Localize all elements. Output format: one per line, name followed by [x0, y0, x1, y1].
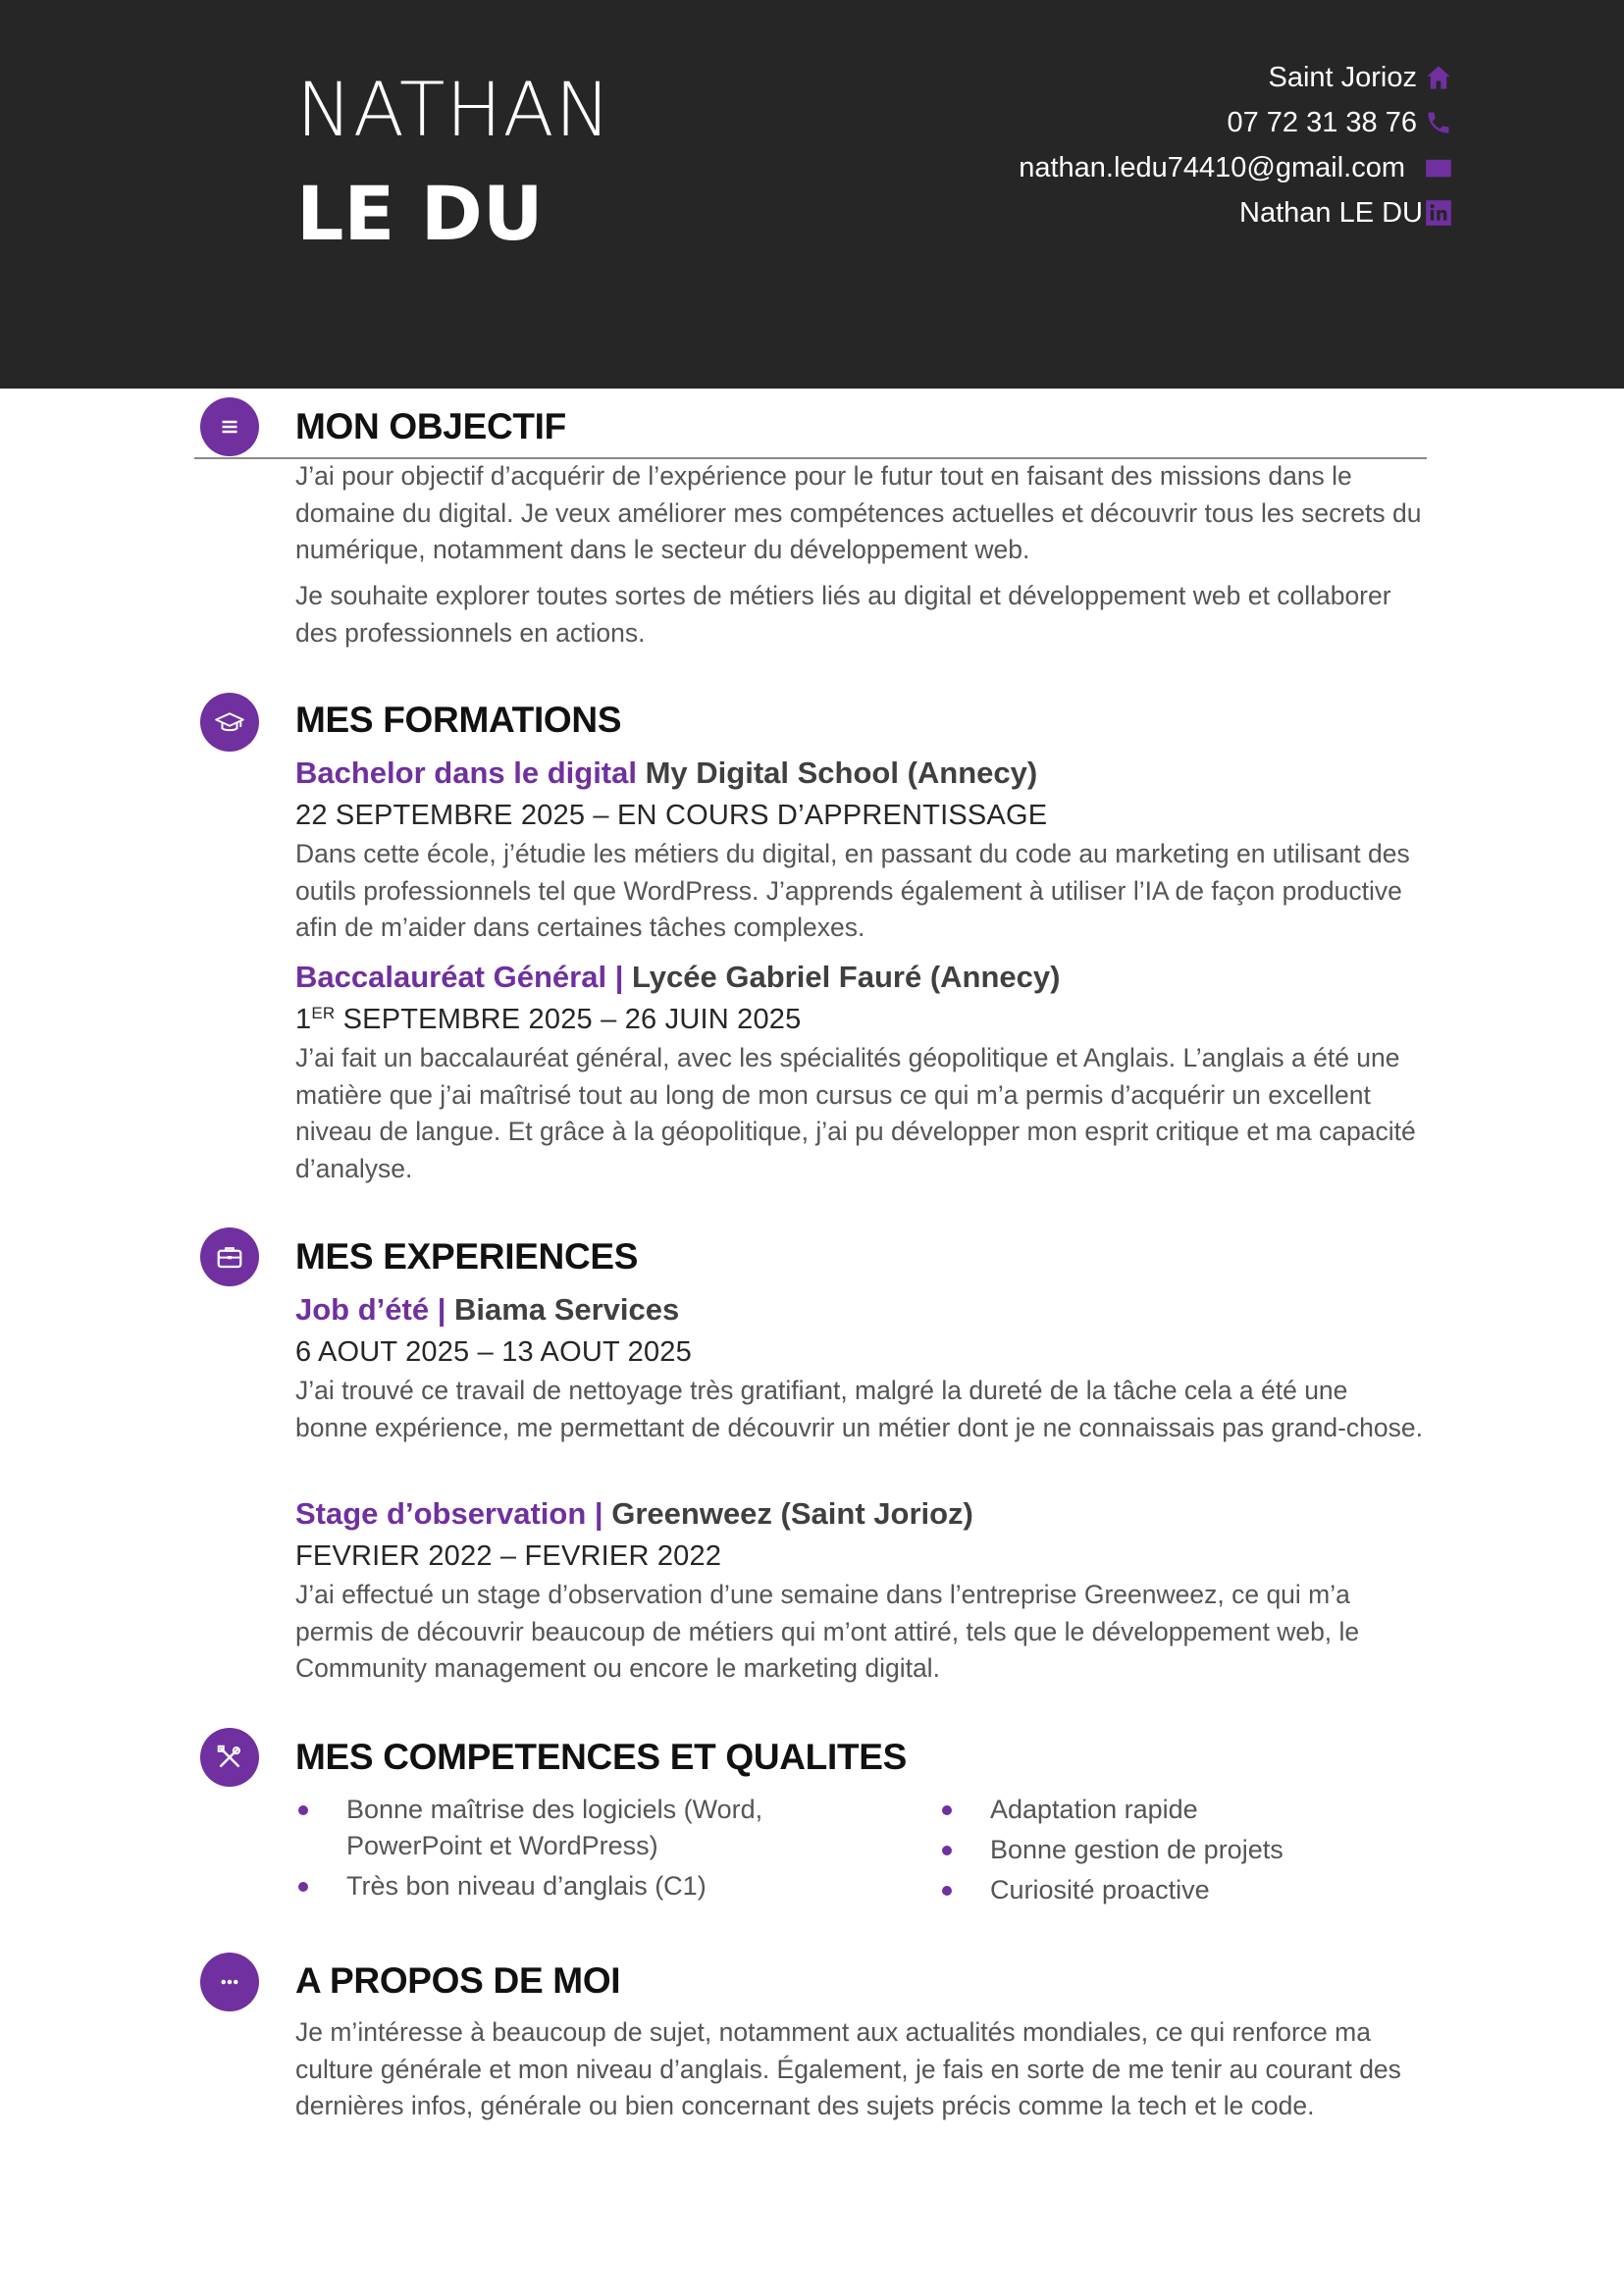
experience-1-date: 6 AOUT 2025 – 13 AOUT 2025 — [295, 1336, 692, 1368]
formation-2-date — [295, 1004, 801, 1036]
formation-2-date-rest: SEPTEMBRE 2025 – 26 JUIN 2025 — [335, 1004, 802, 1035]
briefcase-icon — [200, 1227, 259, 1286]
phone-text[interactable]: 07 72 31 38 76 — [1227, 106, 1417, 138]
experiences-title: MES EXPERIENCES — [295, 1236, 639, 1277]
contact-location — [1019, 55, 1452, 100]
about-title: A PROPOS DE MOI — [295, 1960, 621, 2001]
graduation-cap-icon — [200, 693, 259, 752]
more-icon — [200, 1953, 259, 2011]
experience-2-title — [295, 1496, 973, 1532]
skill-text: Très bon niveau d’anglais (C1) — [346, 1871, 707, 1901]
formations-title: MES FORMATIONS — [295, 700, 622, 740]
formation-2-role: Baccalauréat Général — [295, 960, 607, 994]
list-icon — [200, 397, 259, 456]
skill-text: Bonne gestion de projets — [990, 1835, 1283, 1864]
contact-linkedin — [1019, 190, 1452, 235]
formation-2-org: Lycée Gabriel Fauré (Annecy) — [632, 960, 1061, 994]
phone-icon — [1425, 109, 1452, 136]
skill-item — [938, 1832, 1409, 1868]
skills-title: MES COMPETENCES ET QUALITES — [295, 1737, 908, 1777]
home-icon — [1425, 64, 1452, 91]
contact-block — [1019, 55, 1452, 235]
experience-2-org: Greenweez (Saint Jorioz) — [611, 1496, 973, 1531]
skill-item — [938, 1792, 1409, 1828]
formation-2-date-ordinal: ER — [311, 1004, 336, 1022]
formation-1-description: Dans cette école, j’étudie les métiers du digital, en passant du code au marketing en utilisant des outils professionnels tel que WordPress. J’apprends également à utiliser l’IA de façon productive afin de m’aider dans certaines tâches complexes. — [295, 839, 1410, 942]
contact-phone — [1019, 100, 1452, 145]
bullet-icon — [942, 1846, 952, 1855]
location-text: Saint Jorioz — [1268, 61, 1417, 93]
contact-email — [1019, 145, 1452, 190]
experience-1-title — [295, 1292, 679, 1328]
linkedin-text[interactable]: Nathan LE DU — [1239, 196, 1423, 229]
bullet-icon — [298, 1882, 308, 1892]
formation-1-role: Bachelor dans le digital — [295, 756, 637, 790]
experience-2-role: Stage d’observation — [295, 1496, 587, 1531]
bullet-icon — [298, 1805, 308, 1815]
objective-paragraph-2: Je souhaite explorer toutes sortes de métiers liés au digital et développement web et collaborer des professionnels en actions. — [295, 581, 1391, 648]
email-icon — [1425, 154, 1452, 182]
bullet-icon — [942, 1886, 952, 1896]
first-name: NATHAN — [296, 66, 612, 153]
experience-1-description: J’ai trouvé ce travail de nettoyage très gratifiant, malgré la dureté de la tâche cela a été une bonne expérience, me permettant de découvrir un métier dont je ne connaissais pas grand-chose. — [295, 1376, 1424, 1442]
formation-2-separator: | — [614, 960, 624, 994]
bullet-icon — [942, 1805, 952, 1815]
skill-item — [938, 1872, 1409, 1908]
skills-list-left — [294, 1792, 844, 1904]
tools-icon — [200, 1728, 259, 1787]
skill-item — [294, 1868, 844, 1904]
formation-2-title — [295, 960, 1060, 995]
objective-paragraph-1: J’ai pour objectif d’acquérir de l’expérience pour le futur tout en faisant des missions dans le domaine du digital. Je veux améliorer mes compétences actuelles et découvrir tous les secrets du numérique, notamment dans le secteur du développement web. — [295, 461, 1422, 564]
skill-text: Adaptation rapide — [990, 1795, 1198, 1824]
formation-2-description: J’ai fait un baccalauréat général, avec les spécialités géopolitique et Anglais. L’anglais a été une matière que j’ai maîtrisé tout au long de mon cursus ce qui m’a permis d’acquérir un excellent niveau de langue. Et grâce à la géopolitique, j’ai pu développer mon esprit critique et ma capacité d’analyse. — [295, 1043, 1416, 1183]
skill-item — [294, 1792, 844, 1864]
experience-2-separator: | — [594, 1496, 603, 1531]
objective-title: MON OBJECTIF — [295, 406, 566, 446]
experience-1-org: Biama Services — [454, 1292, 680, 1327]
email-text[interactable]: nathan.ledu74410@gmail.com — [1019, 151, 1405, 183]
about-paragraph: Je m’intéresse à beaucoup de sujet, notamment aux actualités mondiales, ce qui renforce ma culture générale et mon niveau d’anglais. Également, je fais en sorte de me tenir au courant des dernières infos, générale ou bien concernant des sujets précis comme la tech et le code. — [295, 2017, 1401, 2120]
experience-1-separator: | — [437, 1292, 446, 1327]
linkedin-icon[interactable] — [1425, 199, 1452, 227]
formation-1-org: My Digital School (Annecy) — [645, 756, 1038, 790]
formation-1-date: 22 SEPTEMBRE 2025 – EN COURS D’APPRENTISSAGE — [295, 800, 1048, 831]
formation-1-title — [295, 756, 1037, 791]
skill-text: Bonne maîtrise des logiciels (Word, PowerPoint et WordPress) — [346, 1795, 763, 1860]
skills-list-right — [938, 1792, 1409, 1908]
experience-1-role: Job d’été — [295, 1292, 430, 1327]
header-banner — [0, 0, 1624, 389]
skill-text: Curiosité proactive — [990, 1875, 1210, 1904]
formation-2-date-day: 1 — [295, 1004, 312, 1035]
experience-2-description: J’ai effectué un stage d’observation d’une semaine dans l’entreprise Greenweez, ce qui m’a permis de découvrir beaucoup de métiers qui m’ont attiré, tels que le développement web, le Community management ou encore le marketing digital. — [295, 1580, 1360, 1683]
last-name: LE DU — [296, 170, 544, 257]
experience-2-date: FEVRIER 2022 – FEVRIER 2022 — [295, 1540, 722, 1572]
